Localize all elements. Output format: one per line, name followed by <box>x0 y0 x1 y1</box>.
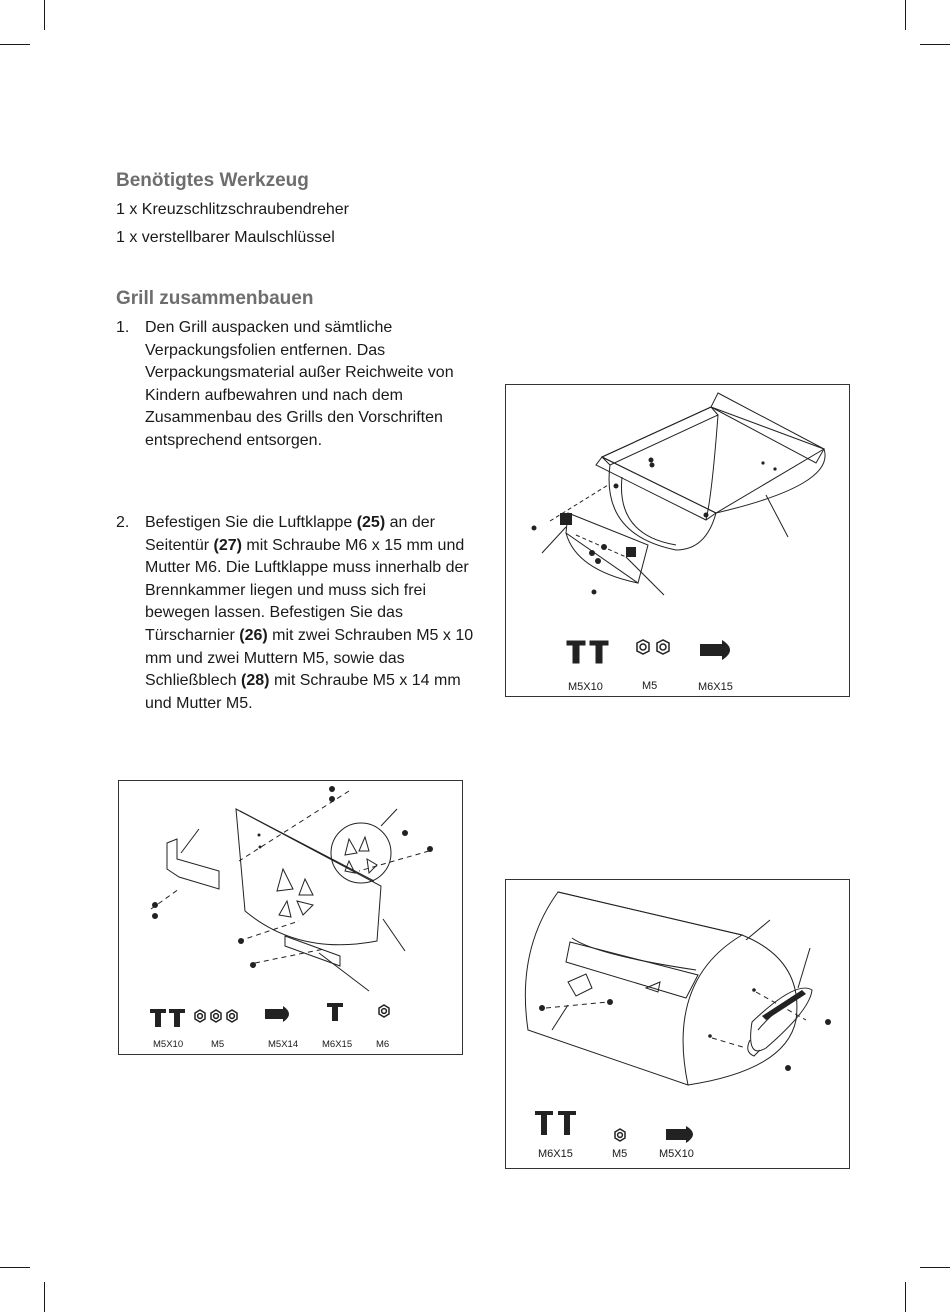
tools-heading: Benötigtes Werkzeug <box>116 170 309 191</box>
step-text: Den Grill auspacken und sämtliche Verpackungsfolien entfernen. Das Verpackungsmaterial außer Reichweite von Kindern aufbewahren und nach dem Zusammenbau des Grills den Vorschriften entsprechend entsorgen. <box>145 319 454 449</box>
assembly-heading: Grill zusammenbauen <box>116 288 314 309</box>
crop-mark <box>0 1267 30 1268</box>
hardware-label: M6 <box>376 1039 390 1050</box>
tool-item: 1 x Kreuzschlitzschraubendreher <box>116 201 350 218</box>
step-text-part: Befestigen Sie die Luftklappe <box>145 514 357 531</box>
firebox-lid-drawing <box>506 880 849 1168</box>
hardware-label: M5X10 <box>153 1039 184 1050</box>
hardware-label: M6X15 <box>538 1148 573 1160</box>
hardware-label: M6X15 <box>698 681 733 693</box>
hardware-label: M5X10 <box>659 1148 694 1160</box>
hardware-label: M5 <box>211 1039 225 1050</box>
hardware-label: M6X15 <box>322 1039 353 1050</box>
part-ref-28: (28) <box>241 672 270 690</box>
crop-mark <box>920 1267 950 1268</box>
step-number: 2. <box>116 514 130 531</box>
hardware-label: M5 <box>612 1148 628 1160</box>
part-ref-27: (27) <box>213 536 242 554</box>
part-ref-25: (25) <box>356 514 386 531</box>
side-door-drawing <box>119 781 462 1054</box>
step-text-part: mit zwei Schrauben M5 x 10 mm und zwei Muttern M5, sowie das Schließblech <box>145 626 474 690</box>
step-text-part: mit Schraube M5 x 14 mm und Mutter M5. <box>145 672 461 712</box>
step-text-part: mit Schraube M6 x 15 mm und Mutter M6. Die Luftklappe muss innerhalb der Brennkammer liegen und muss sich frei bewegen lassen. Befestigen Sie das Türscharnier <box>145 536 469 644</box>
firebox-drawing <box>506 385 849 696</box>
crop-mark <box>920 44 950 45</box>
hardware-label: M5X14 <box>268 1039 299 1050</box>
crop-mark <box>44 1282 45 1312</box>
crop-mark <box>905 1282 906 1312</box>
crop-mark <box>905 0 906 30</box>
hardware-label: M5X10 <box>568 681 603 693</box>
figure-side-door-assembly <box>118 780 463 1055</box>
tool-item: 1 x verstellbarer Maulschlüssel <box>116 229 335 246</box>
crop-mark <box>0 44 30 45</box>
part-ref-26: (26) <box>239 626 268 644</box>
crop-mark <box>44 0 45 30</box>
step-text <box>145 512 475 715</box>
step-text-part: an der Seitentür <box>145 514 435 554</box>
hardware-label: M5 <box>642 680 658 692</box>
step-number: 1. <box>116 319 130 336</box>
figure-firebox-assembly <box>505 384 850 697</box>
figure-firebox-lid-assembly <box>505 879 850 1169</box>
